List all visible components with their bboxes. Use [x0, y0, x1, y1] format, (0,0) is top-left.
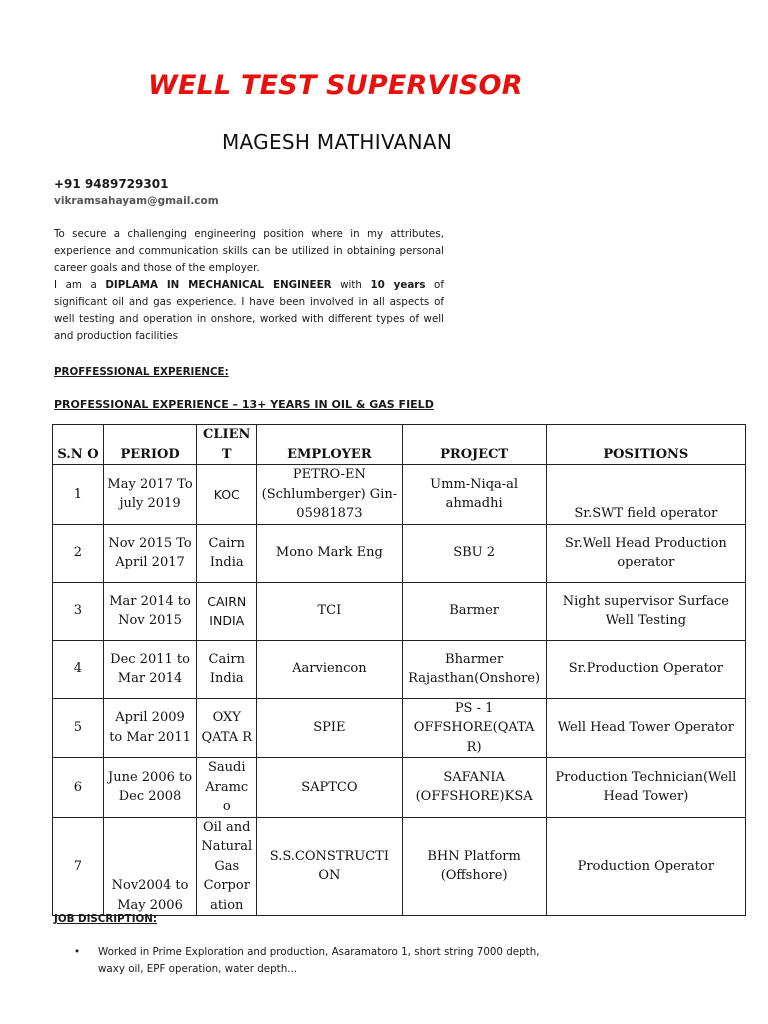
cell-sno: 6 — [53, 758, 104, 818]
cell-sno: 2 — [53, 524, 104, 582]
cell-period: April 2009 to Mar 2011 — [103, 698, 196, 758]
cell-position: Sr.SWT field operator — [546, 465, 745, 525]
section-heading-experience: PROFFESSIONAL EXPERIENCE: — [54, 366, 229, 378]
header-positions: POSITIONS — [546, 425, 745, 465]
table-row — [53, 524, 746, 582]
cell-employer: S.S.CONSTRUCTI ON — [257, 817, 402, 916]
header-employer: EMPLOYER — [257, 425, 402, 465]
cell-employer: Aarviencon — [257, 640, 402, 698]
resume-title: WELL TEST SUPERVISOR — [148, 70, 523, 101]
table-row — [53, 640, 746, 698]
cell-position: Night supervisor Surface Well Testing — [546, 582, 745, 640]
cell-position: Well Head Tower Operator — [546, 698, 745, 758]
cell-employer: Mono Mark Eng — [257, 524, 402, 582]
cell-sno: 7 — [53, 817, 104, 916]
summary-text: I am a — [54, 279, 106, 291]
cell-client: OXY QATA R — [197, 698, 257, 758]
objective-section — [54, 226, 444, 345]
cell-employer: PETRO-EN (Schlumberger) Gin-05981873 — [257, 465, 402, 525]
cell-project: SBU 2 — [402, 524, 546, 582]
cell-period: Dec 2011 to Mar 2014 — [103, 640, 196, 698]
cell-sno: 3 — [53, 582, 104, 640]
header-period: PERIOD — [103, 425, 196, 465]
summary-degree: DIPLAMA IN MECHANICAL ENGINEER — [105, 279, 332, 291]
section-heading-job-description: JOB DISCRIPTION: — [54, 913, 158, 925]
table-row — [53, 758, 746, 818]
summary-text: of significant oil and gas experience. I have been involved in all aspects of well testing and operation in onshore, worked with different types of well and production facilities — [54, 279, 444, 342]
cell-period: June 2006 to Dec 2008 — [103, 758, 196, 818]
experience-summary — [54, 277, 444, 345]
cell-project: Umm-Niqa-al ahmadhi — [402, 465, 546, 525]
cell-position: Sr.Production Operator — [546, 640, 745, 698]
cell-client: Saudi Aramc o — [197, 758, 257, 818]
cell-sno: 1 — [53, 465, 104, 525]
header-project: PROJECT — [402, 425, 546, 465]
cell-project: Bharmer Rajasthan(Onshore) — [402, 640, 546, 698]
bullet-icon: • — [74, 946, 81, 958]
cell-client: Oil and Natural Gas Corpor ation — [197, 817, 257, 916]
phone-number: +91 9489729301 — [54, 177, 169, 191]
cell-sno: 5 — [53, 698, 104, 758]
cell-client: KOC — [197, 465, 257, 525]
cell-project: PS - 1 OFFSHORE(QATA R) — [402, 698, 546, 758]
cell-project: SAFANIA (OFFSHORE)KSA — [402, 758, 546, 818]
cell-employer: TCI — [257, 582, 402, 640]
table-row — [53, 582, 746, 640]
cell-client: Cairn India — [197, 640, 257, 698]
cell-client: CAIRN INDIA — [197, 582, 257, 640]
cell-employer: SAPTCO — [257, 758, 402, 818]
table-row — [53, 817, 746, 916]
table-heading: PROFESSIONAL EXPERIENCE – 13+ YEARS IN OIL & GAS FIELD — [54, 398, 434, 411]
cell-period: Nov 2015 To April 2017 — [103, 524, 196, 582]
summary-text: with — [331, 279, 371, 291]
table-header-row — [53, 425, 746, 465]
candidate-name: MAGESH MATHIVANAN — [222, 130, 453, 154]
cell-period: Nov2004 to May 2006 — [103, 817, 196, 916]
cell-project: BHN Platform (Offshore) — [402, 817, 546, 916]
table-row — [53, 465, 746, 525]
cell-position: Production Operator — [546, 817, 745, 916]
cell-position: Sr.Well Head Production operator — [546, 524, 745, 582]
table-row — [53, 698, 746, 758]
header-client: CLIEN T — [197, 425, 257, 465]
cell-period: Mar 2014 to Nov 2015 — [103, 582, 196, 640]
bullet-text: Worked in Prime Exploration and production, Asaramatoro 1, short string 7000 depth, waxy oil, EPF operation, water depth... — [98, 946, 540, 975]
cell-employer: SPIE — [257, 698, 402, 758]
objective-paragraph: To secure a challenging engineering position where in my attributes, experience and communication skills can be utilized in obtaining personal career goals and those of the employer. — [54, 228, 444, 274]
cell-client: Cairn India — [197, 524, 257, 582]
summary-years: 10 years — [370, 279, 426, 291]
cell-period: May 2017 To july 2019 — [103, 465, 196, 525]
cell-position: Production Technician(Well Head Tower) — [546, 758, 745, 818]
cell-sno: 4 — [53, 640, 104, 698]
email-address[interactable]: vikramsahayam@gmail.com — [54, 195, 219, 207]
cell-project: Barmer — [402, 582, 546, 640]
header-sno: S.N O — [53, 425, 104, 465]
experience-table — [52, 424, 746, 916]
